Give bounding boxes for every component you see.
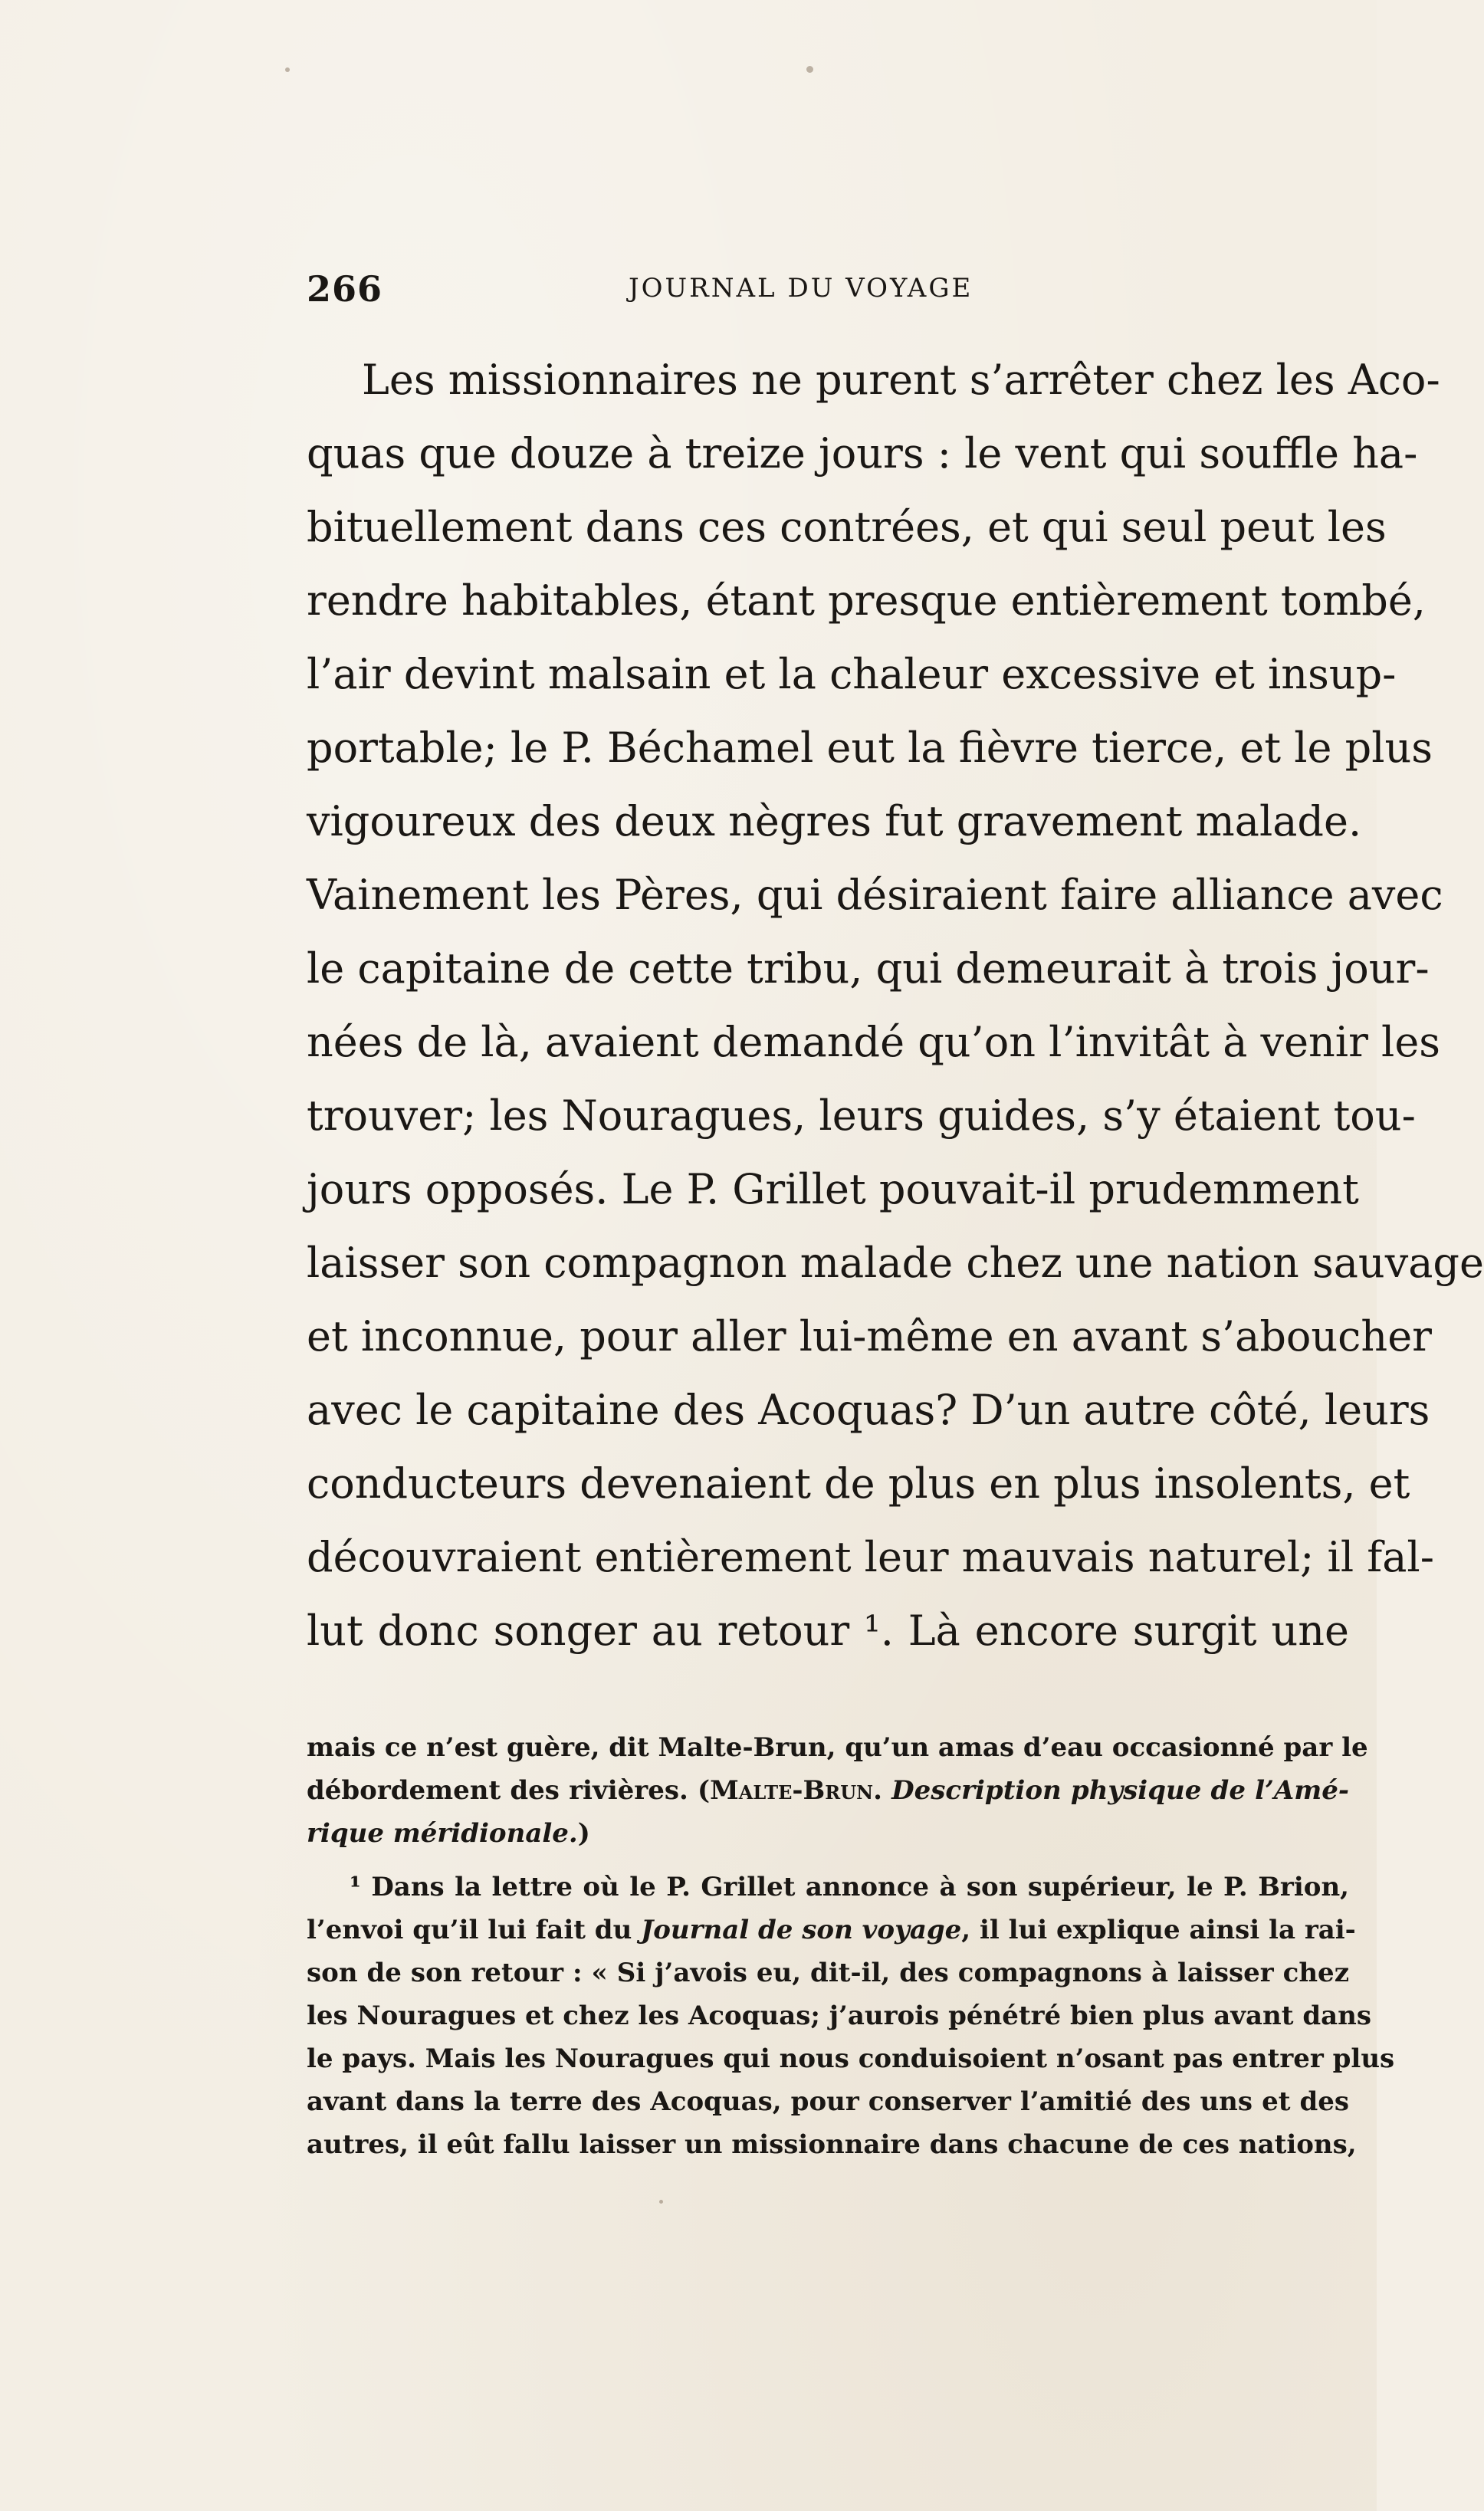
footnote-text: . xyxy=(873,1775,892,1806)
main-text xyxy=(307,343,1484,1668)
text-line: le capitaine de cette tribu, qui demeurait à trois jour- xyxy=(307,944,1430,993)
footnote-gap xyxy=(307,1855,1349,1866)
paper-speck xyxy=(659,2200,663,2204)
footnote-continuation-line: mais ce n’est guère, dit Malte-Brun, qu’un amas d’eau occasionné par le xyxy=(307,1732,1368,1763)
footnotes xyxy=(307,1726,1395,2166)
text-line: jours opposés. Le P. Grillet pouvait-il prudemment xyxy=(307,1165,1359,1213)
text-line: et inconnue, pour aller lui-même en avant s’aboucher xyxy=(307,1312,1432,1361)
footnote-1-line: ¹ Dans la lettre où le P. Grillet annonce à son supérieur, le P. Brion, xyxy=(350,1872,1349,1902)
footnote-continuation-line xyxy=(307,1769,1349,1812)
running-title: JOURNAL DU VOYAGE xyxy=(629,273,973,304)
footnote-1-line: avant dans la terre des Acoquas, pour conserver l’amitié des uns et des xyxy=(307,2086,1349,2117)
text-line: Vainement les Pères, qui désiraient faire alliance avec xyxy=(307,871,1443,919)
text-line: bituellement dans ces contrées, et qui seul peut les xyxy=(307,503,1387,551)
text-line: portable; le P. Béchamel eut la fièvre tierce, et le plus xyxy=(307,724,1433,772)
footnote-work-title: Description physique de l’Amé- xyxy=(891,1775,1349,1806)
text-line: rendre habitables, étant presque entièrement tombé, xyxy=(307,576,1426,625)
footnote-1-line: autres, il eût fallu laisser un missionnaire dans chacune de ces nations, xyxy=(307,2129,1357,2160)
text-line: découvraient entièrement leur mauvais naturel; il fal- xyxy=(307,1533,1434,1581)
footnote-continuation-line xyxy=(307,1812,1349,1855)
footnote-text: , il lui explique ainsi la rai- xyxy=(961,1915,1356,1945)
text-line: nées de là, avaient demandé qu’on l’invitât à venir les xyxy=(307,1018,1440,1066)
running-head xyxy=(307,268,1349,314)
page-number: 266 xyxy=(307,268,383,310)
text-line: trouver; les Nouragues, leurs guides, s’y étaient tou- xyxy=(307,1091,1416,1140)
footnote-1-line: le pays. Mais les Nouragues qui nous conduisoient n’osant pas entrer plus xyxy=(307,2043,1395,2074)
text-line: laisser son compagnon malade chez une nation sauvage xyxy=(307,1239,1484,1287)
footnote-text: l’envoi qu’il lui fait du xyxy=(307,1915,642,1945)
footnote-1-line: son de son retour : « Si j’avois eu, dit-il, des compagnons à laisser chez xyxy=(307,1958,1349,1988)
footnote-text: débordement des rivières. ( xyxy=(307,1775,711,1806)
footnote-work-title: Journal de son voyage xyxy=(641,1915,962,1945)
footnote-1-line: les Nouragues et chez les Acoquas; j’aurois pénétré bien plus avant dans xyxy=(307,2001,1371,2031)
text-line: l’air devint malsain et la chaleur excessive et insup- xyxy=(307,650,1397,698)
text-line: Les missionnaires ne purent s’arrêter chez les Aco- xyxy=(362,356,1440,404)
text-line: vigoureux des deux nègres fut gravement malade. xyxy=(307,797,1362,845)
footnote-work-title: rique méridionale. xyxy=(307,1818,578,1849)
paper-speck xyxy=(806,66,813,73)
footnote-author: Malte-Brun xyxy=(710,1775,874,1806)
text-line: lut donc songer au retour ¹. Là encore surgit une xyxy=(307,1607,1349,1655)
text-line: avec le capitaine des Acoquas? D’un autre côté, leurs xyxy=(307,1386,1430,1434)
text-line: quas que douze à treize jours : le vent qui souffle ha- xyxy=(307,429,1418,478)
footnote-text: ) xyxy=(577,1818,590,1849)
text-line: conducteurs devenaient de plus en plus insolents, et xyxy=(307,1459,1410,1508)
paper-speck xyxy=(285,67,290,72)
footnote-1-line xyxy=(307,1909,1356,1951)
